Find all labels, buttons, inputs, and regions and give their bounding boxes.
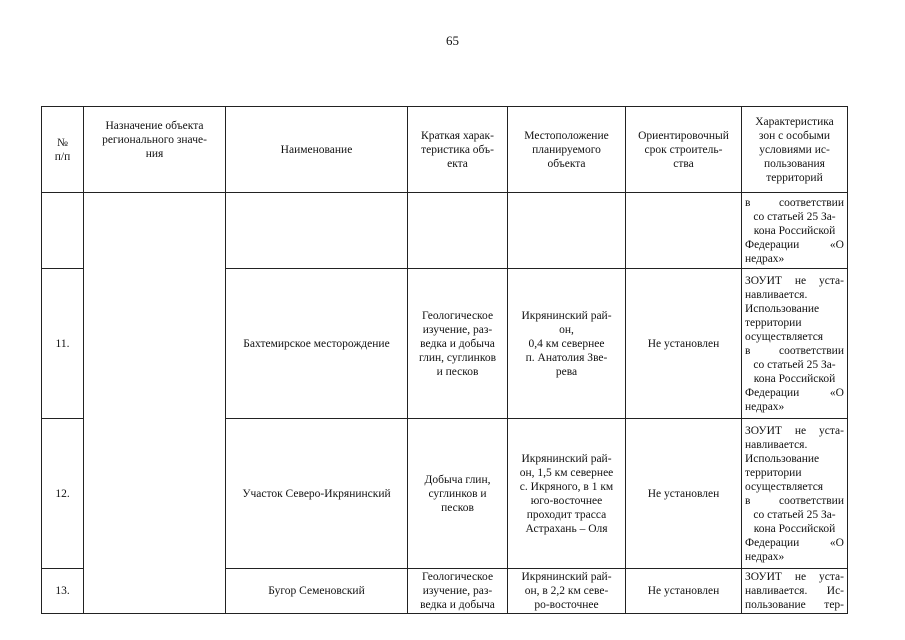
cell-deadline: Не установлен [626,419,742,569]
cell-description [408,193,508,269]
cell-location: Икрянинский рай- он, в 2,2 км севе- ро-восточнее [508,569,626,614]
page-number: 65 [446,33,459,48]
cell-purpose [84,193,226,614]
cell-number: 11. [42,269,84,419]
cell-zones: в соответствии со статьей 25 За- кона Российской Федерации «О недрах» [742,193,848,269]
cell-zones: ЗОУИТ не уста- навливается. Использование территории осуществляется в соответствии со статьей 25 За- кона Российской Федерации «О недрах» [742,269,848,419]
cell-name [226,193,408,269]
cell-number: 12. [42,419,84,569]
table-row [42,193,848,269]
header-location: Местоположение планируемого объекта [508,107,626,193]
cell-description: Геологическое изучение, раз- ведка и добыча глин, суглинков и песков [408,269,508,419]
header-description: Краткая харак- теристика объ- екта [408,107,508,193]
cell-deadline [626,193,742,269]
cell-description: Геологическое изучение, раз- ведка и добыча [408,569,508,614]
header-name: Наименование [226,107,408,193]
cell-name: Бугор Семеновский [226,569,408,614]
regional-objects-table [41,106,848,614]
cell-description: Добыча глин, суглинков и песков [408,419,508,569]
header-number: № п/п [42,107,84,193]
cell-name: Бахтемирское месторождение [226,269,408,419]
cell-name: Участок Северо-Икрянинский [226,419,408,569]
header-purpose: Назначение объекта регионального значе- ния [84,107,226,193]
cell-number [42,193,84,269]
cell-number: 13. [42,569,84,614]
header-deadline: Ориентировочный срок строитель- ства [626,107,742,193]
header-zones: Характеристика зон с особыми условиями ис- пользования территорий [742,107,848,193]
cell-location: Икрянинский рай- он, 0,4 км севернее п. Анатолия Зве- рева [508,269,626,419]
cell-deadline: Не установлен [626,569,742,614]
cell-location [508,193,626,269]
table-header-row [42,107,848,193]
cell-zones: ЗОУИТ не уста- навливается. Использование территории осуществляется в соответствии со статьей 25 За- кона Российской Федерации «О недрах» [742,419,848,569]
cell-zones: ЗОУИТ не уста- навливается. Ис- пользование тер- [742,569,848,614]
cell-location: Икрянинский рай- он, 1,5 км севернее с. Икряного, в 1 км юго-восточнее проходит трасса Астрахань – Оля [508,419,626,569]
cell-deadline: Не установлен [626,269,742,419]
